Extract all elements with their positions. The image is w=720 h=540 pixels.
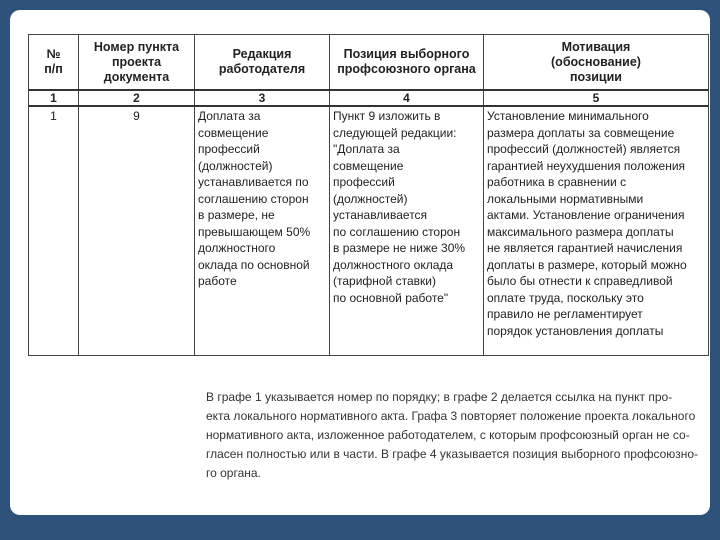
table-row bbox=[29, 106, 709, 356]
bottom-band bbox=[0, 518, 720, 540]
cell-number: 1 bbox=[29, 106, 79, 356]
header-employer: Редакция работодателя bbox=[195, 35, 330, 91]
cell-motivation: Установление минимального размера доплаты за совмещение профессий (должностей) является гарантией неухудшения положения работника в сравнении с локальными нормативными актами. Установление ограничения максимального размера доплаты не является гарантией начисления доплаты в размере, который можно было бы отнести к справедливой оплате труда, поскольку это правило не регламентирует порядок установления доплаты bbox=[484, 106, 709, 356]
cell-union: Пункт 9 изложить в следующей редакции: "Доплата за совмещение профессий (должностей) устанавливается по соглашению сторон в размере не ниже 30% должностного оклада (тарифной ставки) по основной работе" bbox=[330, 106, 484, 356]
column-number-row bbox=[29, 90, 709, 106]
header-motivation: Мотивация (обоснование) позиции bbox=[484, 35, 709, 91]
document-page bbox=[10, 10, 710, 515]
column-number-3: 3 bbox=[195, 90, 330, 106]
explanatory-note: В графе 1 указывается номер по порядку; в графе 2 делается ссылка на пункт про- екта локального нормативного акта. Графа 3 повторяет положение проекта локального нормативного акта, изложенное работодателем, с которым профсоюзный орган не со- гласен полностью или в части. В графе 4 указывается позиция выборного профсоюзно- го органа. bbox=[206, 390, 699, 480]
table-header-row bbox=[29, 35, 709, 91]
column-number-5: 5 bbox=[484, 90, 709, 106]
cell-employer: Доплата за совмещение профессий (должностей) устанавливается по соглашению сторон в размере, не превышающем 50% должностного оклада по основной работе bbox=[195, 106, 330, 356]
header-clause: Номер пункта проекта документа bbox=[79, 35, 195, 91]
header-union: Позиция выборного профсоюзного органа bbox=[330, 35, 484, 91]
cell-clause: 9 bbox=[79, 106, 195, 356]
column-number-1: 1 bbox=[29, 90, 79, 106]
disagreement-table bbox=[28, 34, 709, 356]
header-number: № п/п bbox=[29, 35, 79, 91]
column-number-2: 2 bbox=[79, 90, 195, 106]
column-number-4: 4 bbox=[330, 90, 484, 106]
